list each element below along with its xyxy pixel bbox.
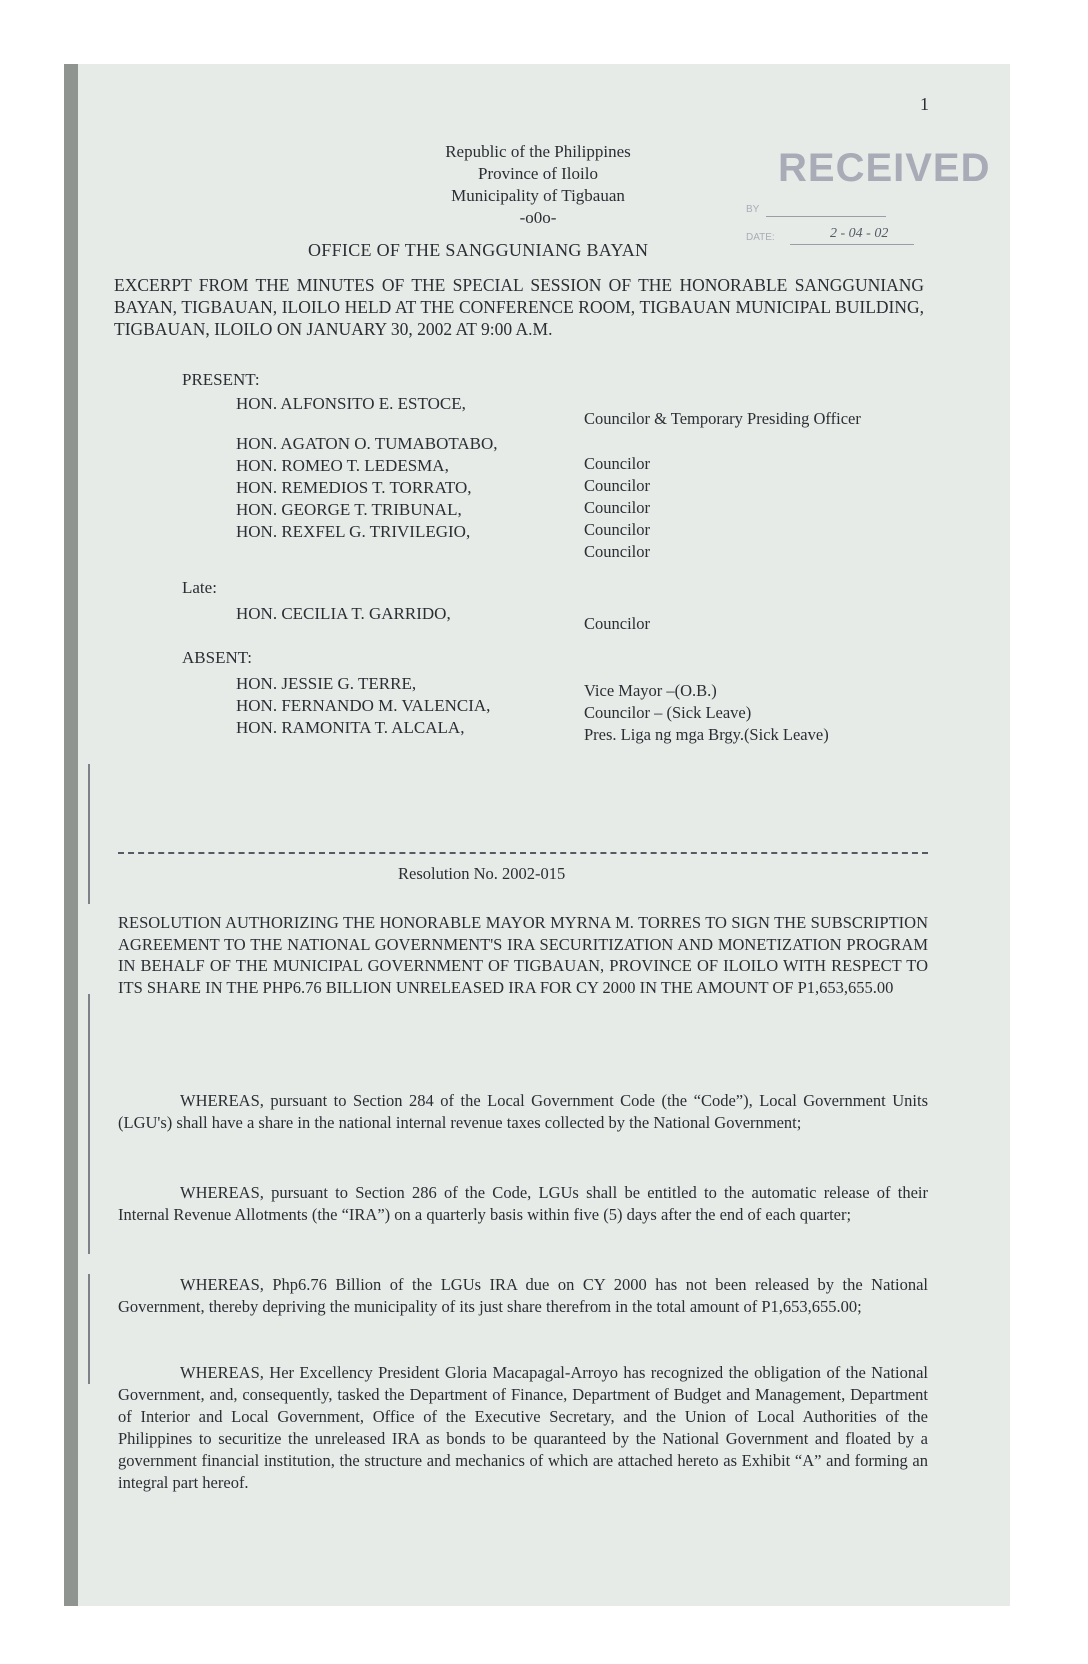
member-name: HON. REMEDIOS T. TORRATO, xyxy=(236,478,472,497)
stamp-by-label: BY xyxy=(746,204,760,215)
whereas-paragraph-2: WHEREAS, pursuant to Section 286 of the Code, LGUs shall be entitled to the automatic release of their Internal Revenue Allotments (the “IRA”) on a quarterly basis within five (5) days after the end of each quarter; xyxy=(118,1183,928,1224)
member-name: HON. AGATON O. TUMABOTABO, xyxy=(236,434,498,453)
late-member-position: Councilor xyxy=(584,614,650,633)
late-label: Late: xyxy=(182,578,217,597)
received-stamp: RECEIVED xyxy=(778,146,991,190)
stamp-date-value: 2 - 04 - 02 xyxy=(830,226,889,241)
header-republic: Republic of the Philippines xyxy=(445,142,631,161)
member-name: HON. RAMONITA T. ALCALA, xyxy=(236,718,465,737)
absent-label: ABSENT: xyxy=(182,648,252,667)
member-position: Councilor xyxy=(584,520,650,539)
member-name: HON. ALFONSITO E. ESTOCE, xyxy=(236,394,466,413)
member-name: HON. GEORGE T. TRIBUNAL, xyxy=(236,500,462,519)
member-position: Councilor xyxy=(584,498,650,517)
margin-signature-2 xyxy=(88,994,90,1254)
header-office: OFFICE OF THE SANGGUNIANG BAYAN xyxy=(308,240,649,260)
document-page xyxy=(64,64,1010,1606)
member-position: Vice Mayor –(O.B.) xyxy=(584,681,717,700)
margin-signature-1 xyxy=(88,764,90,904)
whereas-paragraph-4: WHEREAS, Her Excellency President Gloria Macapagal-Arroyo has recognized the obligation of the National Government, and, consequently, tasked the Department of Finance, Department of Budget and Management, Department of Interior and Local Government, Office of the Executive Secretary, and the Union of Local Authorities of the Philippines to securitize the unreleased IRA as bonds to be quaranteed by the National Government and floated by a government financial institution, the structure and mechanics of which are attached hereto as Exhibit “A” and forming an integral part hereof. xyxy=(118,1363,928,1492)
page-number: 1 xyxy=(920,94,929,114)
member-position: Councilor & Temporary Presiding Officer xyxy=(584,409,861,428)
present-label: PRESENT: xyxy=(182,370,260,389)
stamp-by-line xyxy=(766,216,886,217)
stamp-date-line xyxy=(790,244,914,245)
whereas-paragraph-3: WHEREAS, Php6.76 Billion of the LGUs IRA due on CY 2000 has not been released by the National Government, thereby depriving the municipality of its just share therefrom in the total amount of P1,653,655.00; xyxy=(118,1275,928,1316)
member-position: Pres. Liga ng mga Brgy.(Sick Leave) xyxy=(584,725,829,744)
header-municipality: Municipality of Tigbauan xyxy=(451,186,625,205)
member-name: HON. FERNANDO M. VALENCIA, xyxy=(236,696,491,715)
member-position: Councilor xyxy=(584,542,650,561)
member-position: Councilor xyxy=(584,476,650,495)
resolution-title: RESOLUTION AUTHORIZING THE HONORABLE MAYOR MYRNA M. TORRES TO SIGN THE SUBSCRIPTION AGREEMENT TO THE NATIONAL GOVERNMENT'S IRA SECURITIZATION AND MONETIZATION PROGRAM IN BEHALF OF THE MUNICIPAL GOVERNMENT OF TIGBAUAN, PROVINCE OF ILOILO WITH RESPECT TO ITS SHARE IN THE PHP6.76 BILLION UNRELEASED IRA FOR CY 2000 IN THE AMOUNT OF P1,653,655.00 xyxy=(118,913,928,997)
member-position: Councilor xyxy=(584,454,650,473)
header-separator: -o0o- xyxy=(519,208,557,227)
whereas-paragraph-1: WHEREAS, pursuant to Section 284 of the Local Government Code (the “Code”), Local Government Units (LGU's) shall have a share in the national internal revenue taxes collected by the National Government; xyxy=(118,1091,928,1132)
resolution-number: Resolution No. 2002-015 xyxy=(398,864,566,883)
header-province: Province of Iloilo xyxy=(478,164,598,183)
member-name: HON. ROMEO T. LEDESMA, xyxy=(236,456,449,475)
dashed-divider xyxy=(118,852,928,854)
member-name: HON. JESSIE G. TERRE, xyxy=(236,674,417,693)
member-name: HON. REXFEL G. TRIVILEGIO, xyxy=(236,522,471,541)
excerpt-heading: EXCERPT FROM THE MINUTES OF THE SPECIAL SESSION OF THE HONORABLE SANGGUNIANG BAYAN, TIGBAUAN, ILOILO HELD AT THE CONFERENCE ROOM, TIGBAUAN MUNICIPAL BUILDING, TIGBAUAN, ILOILO ON JANUARY 30, 2002 AT 9:00 A.M. xyxy=(114,275,924,339)
member-position: Councilor – (Sick Leave) xyxy=(584,703,752,722)
margin-signature-3 xyxy=(88,1274,90,1384)
stamp-date-label: DATE: xyxy=(746,232,775,243)
late-member-name: HON. CECILIA T. GARRIDO, xyxy=(236,604,451,623)
